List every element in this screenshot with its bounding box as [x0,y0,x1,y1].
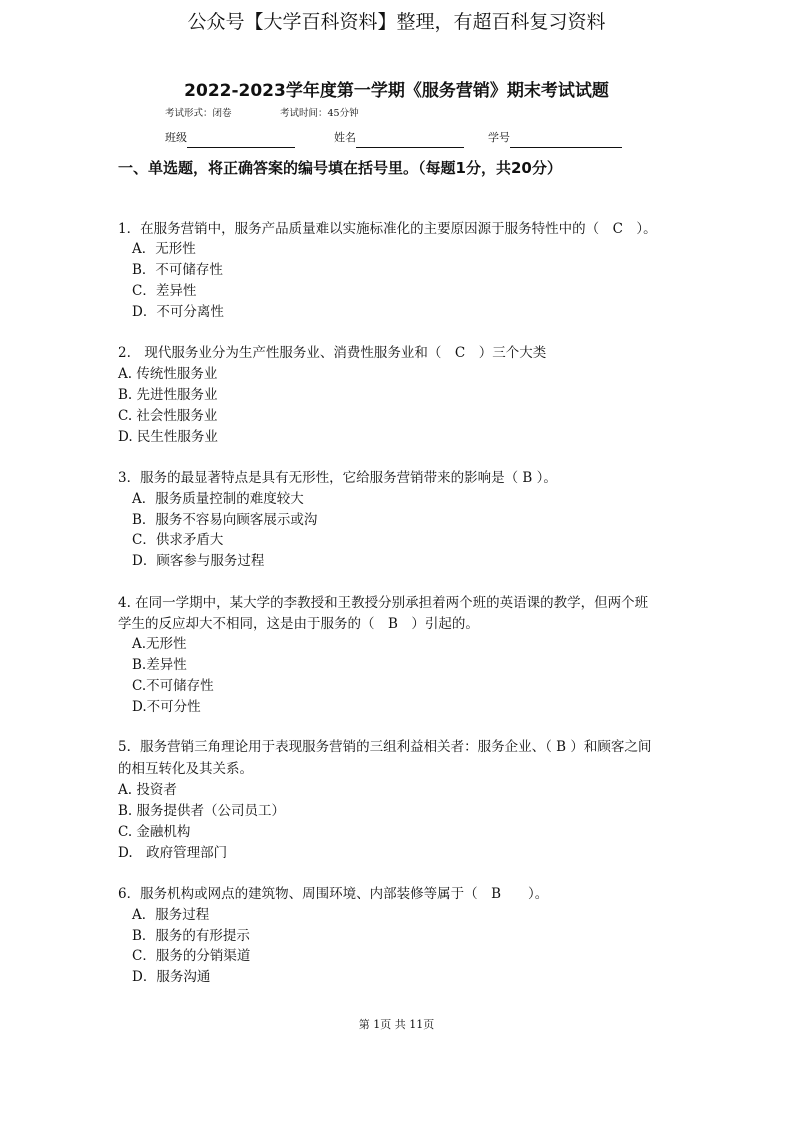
question-1: 1．在服务营销中，服务产品质量难以实施标准化的主要原因源于服务特性中的（ C ）。 [118,221,657,237]
option: C. 金融机构 [118,824,191,840]
section-heading: 一、单选题，将正确答案的编号填在括号里。（每题1分，共20分） [118,159,562,177]
page-title: 2022-2023学年度第一学期《服务营销》期末考试试题 [184,81,609,101]
exam-time: 考试时间：45分钟 [280,108,359,119]
question-2: 2. 现代服务业分为生产性服务业、消费性服务业和（ C ）三个大类 [118,345,547,361]
option: D．顾客参与服务过程 [132,553,265,569]
page-footer: 第 1页 共 11页 [358,1018,435,1031]
name-label: 姓名 [334,131,356,144]
name-blank [356,135,464,148]
option: B. 服务提供者（公司员工） [118,803,286,819]
question-3: 3．服务的最显著特点是具有无形性，它给服务营销带来的影响是（ B ）。 [118,470,557,486]
option: A．服务质量控制的难度较大 [132,491,304,507]
option: A．无形性 [132,241,196,257]
option: B．不可储存性 [132,262,223,278]
question-6: 6．服务机构或网点的建筑物、周围环境、内部装修等属于（ B ）。 [118,886,549,902]
question-5: 5．服务营销三角理论用于表现服务营销的三组利益相关者：服务企业、（ B ）和顾客之间 [118,739,652,755]
option: D.不可分性 [132,699,201,715]
option: B．服务不容易向顾客展示或沟 [132,512,318,528]
option: C. 社会性服务业 [118,408,218,424]
id-label: 学号 [488,131,510,144]
option: D. 民生性服务业 [118,429,218,445]
id-field [488,128,622,148]
header-banner: 公众号【大学百科资料】整理，有超百科复习资料 [187,11,606,33]
option: D．服务沟通 [132,969,211,985]
class-blank [187,135,295,148]
option: B.差异性 [132,657,187,673]
id-blank [510,135,622,148]
option: A.无形性 [132,636,187,652]
question-4-cont: 学生的反应却大不相同，这是由于服务的（ B ）引起的。 [118,616,479,632]
question-4: 4. 在同一学期中，某大学的李教授和王教授分别承担着两个班的英语课的教学，但两个班 [118,595,649,611]
option: C.不可储存性 [132,678,214,694]
option: C．供求矛盾大 [132,532,224,548]
class-field [165,128,295,148]
option: D．不可分离性 [132,304,224,320]
option: B. 先进性服务业 [118,387,218,403]
exam-form: 考试形式：闭卷 [165,108,232,119]
question-5-cont: 的相互转化及其关系。 [118,761,253,777]
name-field [334,128,464,148]
option: A．服务过程 [132,907,210,923]
option: B．服务的有形提示 [132,928,250,944]
option: D. 政府管理部门 [118,845,228,861]
option: C．服务的分销渠道 [132,948,251,964]
option: C．差异性 [132,283,197,299]
class-label: 班级 [165,131,187,144]
option: A. 传统性服务业 [118,366,218,382]
option: A. 投资者 [118,782,177,798]
